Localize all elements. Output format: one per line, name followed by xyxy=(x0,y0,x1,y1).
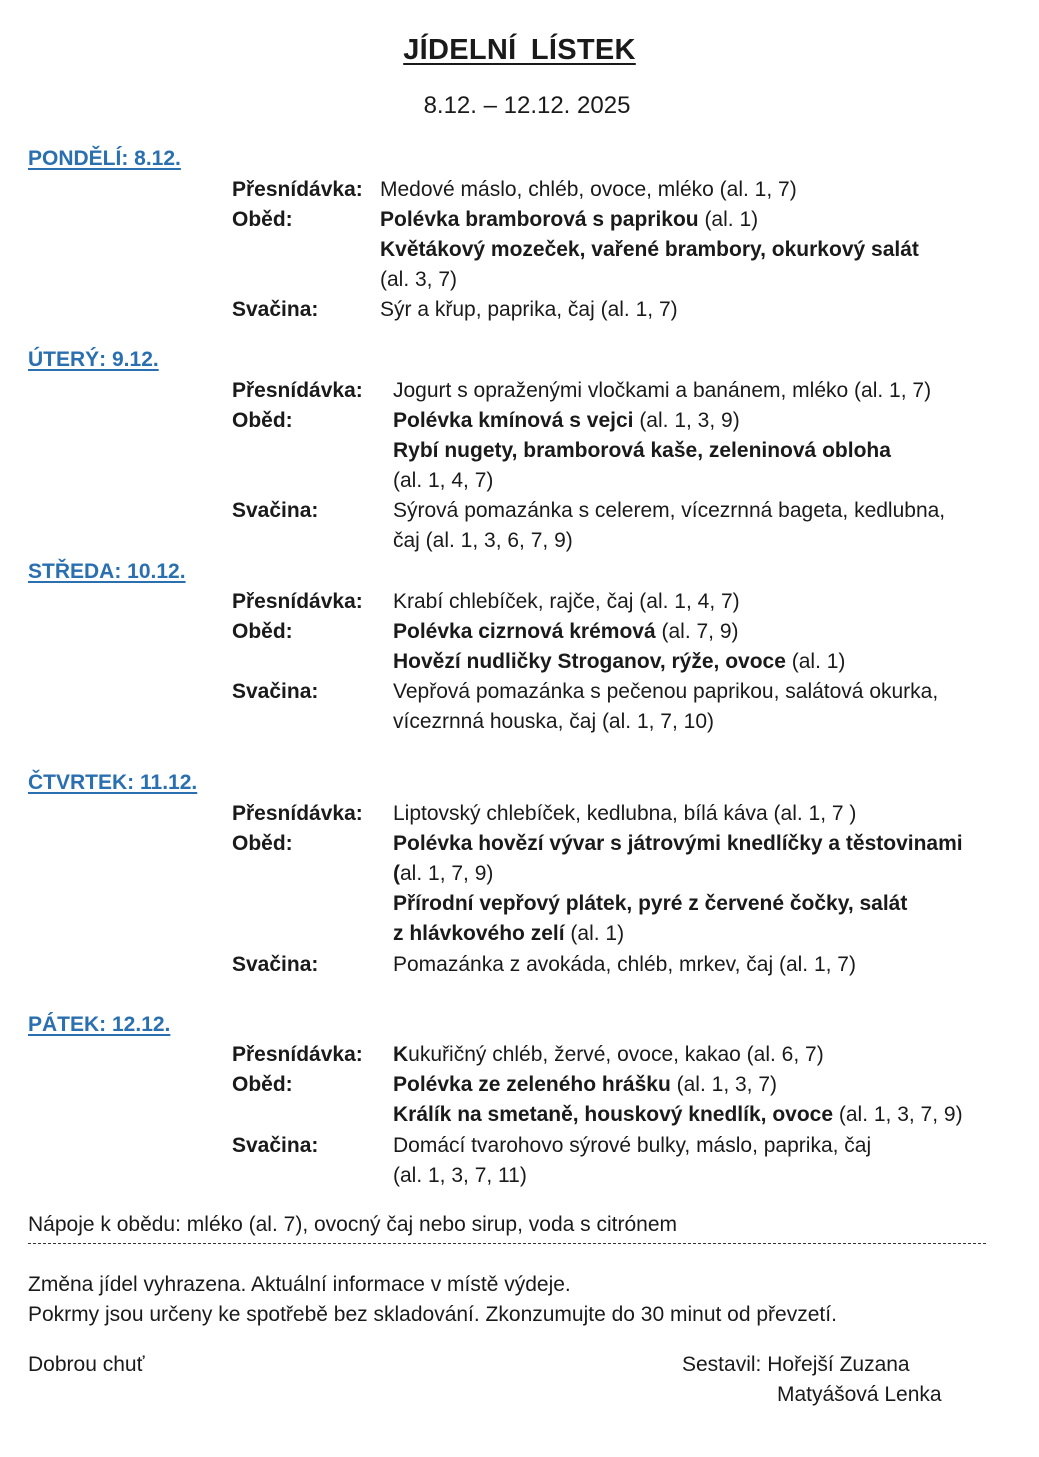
breakfast-label: Přesnídávka: xyxy=(232,802,363,825)
breakfast-text: Medové máslo, chléb, ovoce, mléko (al. 1, 7) xyxy=(380,178,797,201)
snack-text: Domácí tvarohovo sýrové bulky, máslo, paprika, čaj xyxy=(393,1134,872,1157)
week-dates: 8.12. – 12.12. 2025 xyxy=(423,92,631,119)
snack-text-cont: vícezrnná houska, čaj (al. 1, 7, 10) xyxy=(393,710,714,733)
breakfast-text: Liptovský chlebíček, kedlubna, bílá káva (al. 1, 7 ) xyxy=(393,802,857,825)
notice-line-2: Pokrmy jsou určeny ke spotřebě bez skladování. Zkonzumujte do 30 minut od převzetí. xyxy=(28,1303,837,1326)
soup-allergens-line xyxy=(393,862,493,886)
breakfast-text: ukuřičný chléb, žervé, ovoce, kakao (al. 6, 7) xyxy=(408,1043,824,1066)
soup-line xyxy=(393,832,963,856)
notice-line-1: Změna jídel vyhrazena. Aktuální informace v místě výdeje. xyxy=(28,1273,571,1296)
snack-label: Svačina: xyxy=(232,298,319,321)
main-course xyxy=(393,1103,963,1127)
soup-name: Polévka ze zeleného hrášku xyxy=(393,1073,671,1096)
lunch-label: Oběd: xyxy=(232,1073,293,1096)
greeting: Dobrou chuť xyxy=(28,1353,145,1376)
soup-allergens: (al. 1, 3, 7) xyxy=(670,1073,778,1096)
compiled-by xyxy=(682,1353,910,1377)
snack-text-cont: čaj (al. 1, 3, 6, 7, 9) xyxy=(393,529,573,552)
snack-text: Pomazánka z avokáda, chléb, mrkev, čaj (al. 1, 7) xyxy=(393,953,856,976)
main-course xyxy=(393,892,907,916)
soup-paren: ( xyxy=(393,862,400,885)
main-course xyxy=(380,238,919,262)
soup-name: Polévka cizrnová krémová xyxy=(393,620,656,643)
lunch-label: Oběd: xyxy=(232,409,293,432)
snack-text-cont: (al. 1, 3, 7, 11) xyxy=(393,1164,527,1187)
main-allergens: (al. 1, 4, 7) xyxy=(393,469,494,492)
breakfast-initial: K xyxy=(393,1043,409,1066)
day-heading: ÚTERÝ: 9.12. xyxy=(28,348,159,371)
drinks-note: Nápoje k obědu: mléko (al. 7), ovocný čaj nebo sirup, voda s citrónem xyxy=(28,1213,678,1236)
main-course-cont xyxy=(393,922,624,946)
snack-label: Svačina: xyxy=(232,953,319,976)
snack-text: Sýr a křup, paprika, čaj (al. 1, 7) xyxy=(380,298,678,321)
soup-name: Polévka bramborová s paprikou xyxy=(380,208,699,231)
soup-line xyxy=(393,409,740,433)
soup-allergens: (al. 7, 9) xyxy=(655,620,739,643)
author-2: Matyášová Lenka xyxy=(777,1383,942,1406)
breakfast-label: Přesnídávka: xyxy=(232,1043,363,1066)
soup-name: Polévka hovězí vývar s játrovými knedlíčky a těstovinami xyxy=(393,832,963,855)
compiled-label: Sestavil: xyxy=(682,1353,762,1376)
breakfast-label: Přesnídávka: xyxy=(232,178,363,201)
main-allergens: (al. 1, 3, 7, 9) xyxy=(833,1103,963,1126)
breakfast-text: Jogurt s opraženými vločkami a banánem, mléko (al. 1, 7) xyxy=(393,379,932,402)
main-name: Králík na smetaně, houskový knedlík, ovoce xyxy=(393,1103,834,1126)
main-name: Rybí nugety, bramborová kaše, zeleninová obloha xyxy=(393,439,891,462)
breakfast-label: Přesnídávka: xyxy=(232,379,363,402)
day-heading: PONDĚLÍ: 8.12. xyxy=(28,147,181,170)
main-course xyxy=(393,439,891,463)
author-1: Hořejší Zuzana xyxy=(767,1353,910,1376)
day-heading: STŘEDA: 10.12. xyxy=(28,560,186,583)
soup-line xyxy=(393,620,739,644)
soup-allergens: al. 1, 7, 9) xyxy=(400,862,494,885)
breakfast-text: Krabí chlebíček, rajče, čaj (al. 1, 4, 7) xyxy=(393,590,740,613)
main-allergens: (al. 1) xyxy=(564,922,625,945)
main-name: Hovězí nudličky Stroganov, rýže, ovoce xyxy=(393,650,786,673)
snack-label: Svačina: xyxy=(232,1134,319,1157)
main-allergens: (al. 3, 7) xyxy=(380,268,458,291)
soup-allergens: (al. 1) xyxy=(698,208,759,231)
snack-label: Svačina: xyxy=(232,499,319,522)
soup-line xyxy=(393,1073,777,1097)
soup-allergens: (al. 1, 3, 9) xyxy=(633,409,740,432)
lunch-label: Oběd: xyxy=(232,620,293,643)
divider xyxy=(28,1243,986,1244)
day-heading: ČTVRTEK: 11.12. xyxy=(28,771,198,794)
main-course xyxy=(393,650,845,674)
main-allergens: (al. 1) xyxy=(785,650,846,673)
page-title: JÍDELNÍ LÍSTEK xyxy=(403,34,636,66)
soup-line xyxy=(380,208,758,232)
snack-text: Sýrová pomazánka s celerem, vícezrnná bageta, kedlubna, xyxy=(393,499,946,522)
main-name: Přírodní vepřový plátek, pyré z červené čočky, salát xyxy=(393,892,908,915)
breakfast-line xyxy=(393,1043,824,1067)
soup-name: Polévka kmínová s vejci xyxy=(393,409,634,432)
main-name-cont: z hlávkového zelí xyxy=(393,922,565,945)
lunch-label: Oběd: xyxy=(232,208,293,231)
lunch-label: Oběd: xyxy=(232,832,293,855)
snack-text: Vepřová pomazánka s pečenou paprikou, salátová okurka, xyxy=(393,680,939,703)
day-heading: PÁTEK: 12.12. xyxy=(28,1013,171,1036)
breakfast-label: Přesnídávka: xyxy=(232,590,363,613)
snack-label: Svačina: xyxy=(232,680,319,703)
main-name: Květákový mozeček, vařené brambory, okurkový salát xyxy=(380,238,919,261)
